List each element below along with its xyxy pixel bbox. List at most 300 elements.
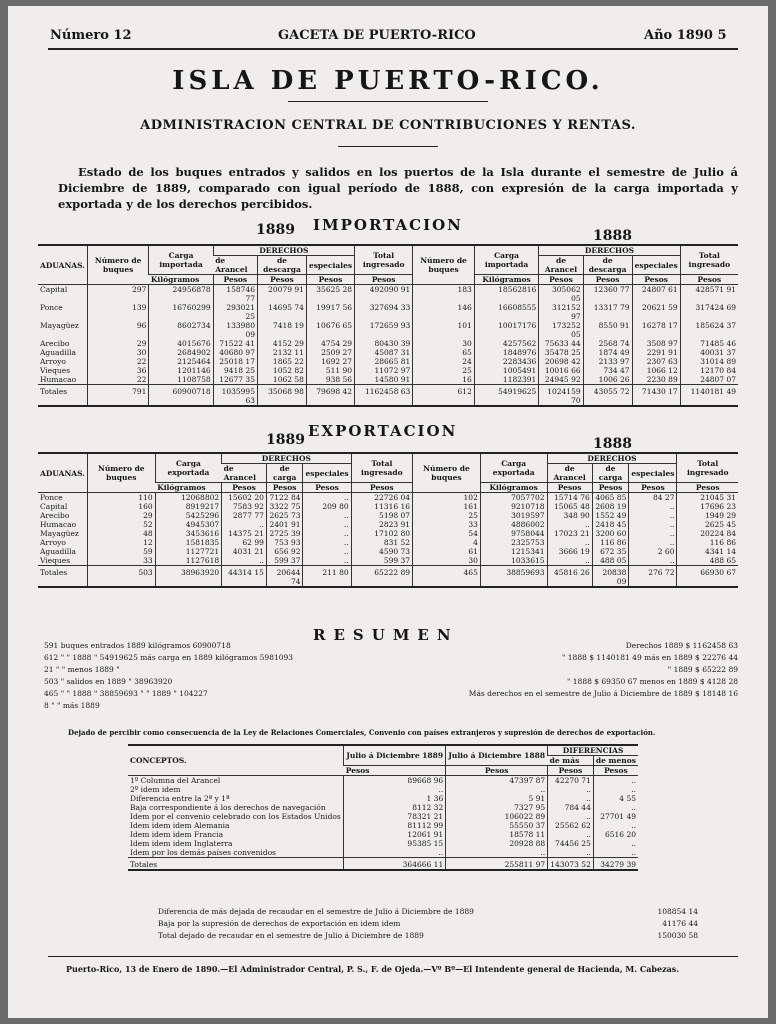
export-cell: .. (629, 520, 677, 529)
export-col-derechos: DERECHOS (222, 453, 351, 464)
import-cell: Ponce (40, 303, 63, 312)
import-total-cell: 1140181 49 (680, 385, 738, 407)
conceptos-cell: 78321 21 (344, 812, 446, 821)
export-cell: .. (222, 520, 267, 529)
export-col-total: Total ingresado (351, 453, 412, 483)
resumen-line: 612 " " 1888 " 54919625 más carga en 1889 kilógramos 5981093 (44, 653, 294, 662)
conceptos-col-1888: Julio á Diciembre 1888 (446, 745, 548, 766)
conceptos-row (128, 803, 638, 812)
resumen-line: 591 buques entrados 1889 kilógramos 60900718 (44, 641, 231, 650)
export-total-cell: 45816 26 (547, 566, 592, 588)
import-cell: 4152 29 (257, 339, 306, 348)
import-cell: 2283436 (474, 357, 539, 366)
export-col-carga: Carga exportada (155, 453, 221, 483)
export-cell: 52 (87, 520, 155, 529)
import-cell: 4015676 (149, 339, 213, 348)
conceptos-cell: .. (593, 839, 638, 848)
import-col-derecho-sub: especiales (306, 256, 354, 275)
import-cell: 71522 41 (213, 339, 257, 348)
conceptos-cell: Diferencia entre la 2ª y 1ª (130, 794, 230, 803)
import-cell: 11072 97 (355, 366, 413, 375)
gazette-page (8, 6, 768, 1018)
resumen-derecho-line: Derechos 1889 $ 1162458 63 (625, 641, 738, 650)
subtitle-rule (338, 146, 438, 147)
import-cell: Arroyo (40, 357, 66, 366)
import-cell: 71485 46 (680, 339, 738, 348)
export-cell: 7583 92 (222, 502, 267, 511)
export-cell: Aguadilla (40, 547, 76, 556)
export-cell: 15602 20 (222, 493, 267, 503)
conceptos-cell: 89668 96 (344, 776, 446, 786)
export-cell: 110 (87, 493, 155, 503)
export-total-cell: Totales (38, 566, 87, 588)
export-cell: 102 (413, 493, 481, 503)
import-cell: 1062 58 (257, 375, 306, 385)
export-cell: Vieques (40, 556, 71, 565)
conceptos-cell: .. (446, 785, 548, 794)
export-cell: 3322 75 (266, 502, 303, 511)
export-total-row (38, 566, 738, 588)
export-cell: 753 93 (266, 538, 303, 547)
export-cell: 9758044 (480, 529, 547, 538)
export-cell: 1552 49 (592, 511, 629, 520)
import-row (38, 357, 738, 366)
import-col-carga: Carga importada (149, 245, 213, 275)
conceptos-cell: .. (548, 830, 594, 839)
import-col-derecho-sub: de descarga (583, 256, 632, 275)
import-cell: 16760299 (149, 303, 213, 321)
export-col-unit: Kilógramos (155, 483, 221, 493)
export-col-buques: Número de buques (413, 453, 481, 493)
conceptos-cell: .. (593, 821, 638, 830)
import-cell: 19917 56 (306, 303, 354, 321)
export-cell: .. (303, 520, 351, 529)
page-title: ISLA DE PUERTO-RICO. (172, 66, 604, 96)
import-total-cell: 1162458 63 (355, 385, 413, 407)
import-total-row (38, 385, 738, 407)
resumen-buques (44, 640, 424, 712)
conceptos-cell: 95385 15 (344, 839, 446, 848)
import-col-aduanas: ADUANAS. (38, 245, 87, 285)
export-cell: 5425296 (155, 511, 221, 520)
conceptos-col-unit: Pesos (548, 766, 594, 776)
import-cell: 80430 39 (355, 339, 413, 348)
conceptos-total-cell: 143073 52 (548, 858, 594, 871)
conceptos-cell: 106022 89 (446, 812, 548, 821)
conceptos-total-row (128, 858, 638, 871)
import-cell: 1182391 (474, 375, 539, 385)
import-cell: 24945 92 (539, 375, 583, 385)
import-cell: 327694 33 (355, 303, 413, 321)
import-cell: 40680 97 (213, 348, 257, 357)
import-col-unit: Pesos (306, 275, 354, 285)
issue-number: Número 12 (50, 28, 132, 43)
import-cell: 14580 91 (355, 375, 413, 385)
import-row (38, 348, 738, 357)
import-cell: 2568 74 (583, 339, 632, 348)
import-cell: Mayagüez (40, 321, 79, 330)
import-total-cell: 1024159 70 (539, 385, 583, 407)
import-cell: 20079 91 (257, 285, 306, 304)
import-col-unit: Kilógramos (149, 275, 213, 285)
conceptos-total-cell: 34279 39 (593, 858, 638, 871)
export-cell: .. (303, 511, 351, 520)
import-cell: Humacao (40, 375, 77, 384)
export-cell: 48 (87, 529, 155, 538)
import-cell: Capital (40, 285, 68, 294)
export-cell: 15714 76 (547, 493, 592, 503)
export-row (38, 547, 738, 556)
export-row (38, 529, 738, 538)
export-cell: 656 92 (266, 547, 303, 556)
export-col-derecho-sub: de Arancel (547, 464, 592, 483)
import-table (38, 244, 738, 407)
import-cell: 938 56 (306, 375, 354, 385)
export-table (38, 452, 738, 588)
footer-summary (158, 906, 698, 942)
import-cell: Arecibo (40, 339, 70, 348)
export-cell: 1127721 (155, 547, 221, 556)
conceptos-col-menos: de menos (593, 756, 638, 766)
import-row (38, 321, 738, 339)
conceptos-cell: .. (344, 785, 446, 794)
import-total-cell: 79698 42 (306, 385, 354, 407)
export-total-cell: 66930 67 (677, 566, 738, 588)
import-total-cell: 1035995 63 (213, 385, 257, 407)
export-col-unit: Pesos (677, 483, 738, 493)
import-cell: 1006 26 (583, 375, 632, 385)
import-col-derechos: DERECHOS (539, 245, 680, 256)
footer-rule (48, 956, 738, 957)
export-col-derecho-sub: especiales (303, 464, 351, 483)
export-col-buques: Número de buques (87, 453, 155, 493)
conceptos-cell: 8112 32 (344, 803, 446, 812)
import-cell: 16 (413, 375, 475, 385)
import-cell: 22 (87, 357, 149, 366)
export-cell: 15065 48 (547, 502, 592, 511)
import-col-derecho-sub: de Arancel (213, 256, 257, 275)
resumen-derecho-line: " 1888 $ 69350 67 menos en 1889 $ 4128 28 (566, 677, 738, 686)
import-cell: 101 (413, 321, 475, 339)
import-cell: 45087 31 (355, 348, 413, 357)
import-total-cell: 791 (87, 385, 149, 407)
export-cell: .. (629, 529, 677, 538)
conceptos-cell: .. (344, 848, 446, 858)
import-cell: 12677 35 (213, 375, 257, 385)
import-cell: 75633 44 (539, 339, 583, 348)
export-cell: 4065 85 (592, 493, 629, 503)
conceptos-cell: .. (593, 803, 638, 812)
import-cell: 1108758 (149, 375, 213, 385)
import-cell: 183 (413, 285, 475, 304)
import-row (38, 339, 738, 348)
resumen-line: 8 " " más 1889 (44, 701, 100, 710)
import-cell: 158746 77 (213, 285, 257, 304)
import-cell: 1865 22 (257, 357, 306, 366)
export-cell: 17023 21 (547, 529, 592, 538)
import-cell: 2230 89 (632, 375, 680, 385)
export-cell: 54 (413, 529, 481, 538)
export-cell: 61 (413, 547, 481, 556)
import-cell: 31014 89 (680, 357, 738, 366)
conceptos-cell: .. (548, 812, 594, 821)
import-year-b: 1888 (593, 228, 632, 244)
import-cell: 312152 97 (539, 303, 583, 321)
conceptos-cell: 784 44 (548, 803, 594, 812)
conceptos-cell: 18578 11 (446, 830, 548, 839)
conceptos-cell: 42270 71 (548, 776, 594, 786)
export-cell: 7122 84 (266, 493, 303, 503)
import-cell: 24807 61 (632, 285, 680, 304)
export-col-unit: Pesos (547, 483, 592, 493)
import-col-buques: Número de buques (87, 245, 149, 285)
import-cell: 16278 17 (632, 321, 680, 339)
export-cell: .. (629, 502, 677, 511)
export-col-unit: Pesos (222, 483, 267, 493)
import-cell: 7418 19 (257, 321, 306, 339)
export-cell: 2418 45 (592, 520, 629, 529)
resumen-line: 503 " salidos en 1889 " 38963920 (44, 677, 173, 686)
export-cell: .. (547, 556, 592, 566)
export-cell: .. (303, 493, 351, 503)
conceptos-cell: 27701 49 (593, 812, 638, 821)
import-cell: 29 (87, 339, 149, 348)
import-col-buques: Número de buques (413, 245, 475, 285)
conceptos-cell: Idem por los demás países convenidos (130, 848, 276, 857)
conceptos-col-label: CONCEPTOS. (128, 745, 344, 776)
export-cell: 5198 07 (351, 511, 412, 520)
import-cell: 1052 82 (257, 366, 306, 375)
export-cell: 25 (413, 511, 481, 520)
import-col-derecho-sub: especiales (632, 256, 680, 275)
signature-line: Puerto-Rico, 13 de Enero de 1890.—El Administrador Central, P. S., F. de Ojeda.—Vº Bº—El Intendente general de Hacienda, M. Cabezas. (66, 964, 680, 974)
export-col-derecho-sub: especiales (629, 464, 677, 483)
import-cell: 146 (413, 303, 475, 321)
import-cell: 16608555 (474, 303, 539, 321)
export-cell: Capital (40, 502, 68, 511)
conceptos-cell: Idem idem idem Francia (130, 830, 224, 839)
export-cell: 8919217 (155, 502, 221, 511)
resumen-line: 465 " " 1888 " 38859693 " " 1889 " 104227 (44, 689, 208, 698)
export-cell: Humacao (40, 520, 77, 529)
export-cell: 1581835 (155, 538, 221, 547)
export-cell: .. (629, 556, 677, 566)
import-col-unit: Pesos (355, 275, 413, 285)
import-total-cell: 35068 98 (257, 385, 306, 407)
export-cell: Mayagüez (40, 529, 79, 538)
import-cell: 36 (87, 366, 149, 375)
export-cell: .. (303, 529, 351, 538)
gazette-name: GACETA DE PUERTO-RICO (278, 28, 476, 43)
import-cell: 492090 91 (355, 285, 413, 304)
export-cell: 599 37 (266, 556, 303, 566)
export-total-cell: 20838 09 (592, 566, 629, 588)
export-year-a: 1889 (266, 432, 305, 448)
import-total-cell: 54919625 (474, 385, 539, 407)
import-cell: 96 (87, 321, 149, 339)
export-year-b: 1888 (593, 436, 632, 452)
import-total-cell: Totales (38, 385, 87, 407)
header-rule (48, 48, 738, 50)
import-col-unit: Pesos (583, 275, 632, 285)
export-total-cell: 65222 89 (351, 566, 412, 588)
export-cell: 12068802 (155, 493, 221, 503)
export-cell: 30 (413, 556, 481, 566)
intro-paragraph: Estado de los buques entrados y salidos en los puertos de la Isla durante el semestre de Julio á Diciembre de 1889, comparado con igual período de 1888, con expresión de la carga importada y exportada y de los derechos percibidos. (58, 165, 738, 211)
export-cell: 17102 80 (351, 529, 412, 538)
conceptos-total-cell: 255811 97 (446, 858, 548, 871)
export-cell: .. (303, 556, 351, 566)
import-col-unit: Pesos (213, 275, 257, 285)
footer-summary-line (158, 918, 698, 930)
export-cell: 599 37 (351, 556, 412, 566)
export-cell: 12 (87, 538, 155, 547)
export-row (38, 511, 738, 520)
export-cell: Arecibo (40, 511, 70, 520)
import-col-carga: Carga importada (474, 245, 539, 275)
conceptos-cell: 4 55 (593, 794, 638, 803)
export-cell: 4031 21 (222, 547, 267, 556)
conceptos-row (128, 839, 638, 848)
export-cell: 20224 84 (677, 529, 738, 538)
export-cell: 3200 60 (592, 529, 629, 538)
export-col-derecho-sub: de carga (592, 464, 629, 483)
export-cell: 17696 23 (677, 502, 738, 511)
export-cell: 62 99 (222, 538, 267, 547)
conceptos-row (128, 821, 638, 830)
export-total-cell: 38859693 (480, 566, 547, 588)
export-cell: 33 (413, 520, 481, 529)
import-cell: 65 (413, 348, 475, 357)
import-total-cell: 43055 72 (583, 385, 632, 407)
import-cell: 12170 84 (680, 366, 738, 375)
conceptos-cell: 6516 20 (593, 830, 638, 839)
import-cell: 2133 97 (583, 357, 632, 366)
import-cell: 20621 59 (632, 303, 680, 321)
import-cell: 293021 25 (213, 303, 257, 321)
import-cell: 9418 25 (213, 366, 257, 375)
import-col-derecho-sub: de descarga (257, 256, 306, 275)
import-cell: 139 (87, 303, 149, 321)
export-total-cell: 276 72 (629, 566, 677, 588)
export-cell: 3453616 (155, 529, 221, 538)
import-cell: 10016 66 (539, 366, 583, 375)
export-col-unit: Pesos (592, 483, 629, 493)
export-col-derecho-sub: de carga (266, 464, 303, 483)
export-cell: .. (222, 556, 267, 566)
import-cell: 24807 07 (680, 375, 738, 385)
conceptos-cell: 5 91 (446, 794, 548, 803)
import-row (38, 366, 738, 375)
footer-summary-value: 41176 44 (662, 919, 698, 928)
resumen-derechos (408, 640, 738, 700)
export-cell: 2 60 (629, 547, 677, 556)
export-col-derecho-sub: de Arancel (222, 464, 267, 483)
import-cell: 35625 28 (306, 285, 354, 304)
conceptos-cell: 55550 37 (446, 821, 548, 830)
import-cell: 173252 05 (539, 321, 583, 339)
import-cell: 1201146 (149, 366, 213, 375)
conceptos-total-cell: 364666 11 (344, 858, 446, 871)
export-cell: 2823 91 (351, 520, 412, 529)
export-cell: 116 86 (677, 538, 738, 547)
import-col-derecho-sub: de Arancel (539, 256, 583, 275)
import-cell: 2509 27 (306, 348, 354, 357)
export-cell: 21045 31 (677, 493, 738, 503)
footer-summary-label: Diferencia de más dejada de recaudar en el semestre de Julio á Diciembre de 1889 (158, 907, 474, 916)
conceptos-cell: .. (548, 794, 594, 803)
export-row (38, 520, 738, 529)
resumen-line: 21 " " menos 1889 " (44, 665, 120, 674)
conceptos-cell: .. (548, 785, 594, 794)
export-col-aduanas: ADUANAS. (38, 453, 87, 493)
import-row (38, 285, 738, 304)
conceptos-cell: 25562 62 (548, 821, 594, 830)
export-cell: 2401 91 (266, 520, 303, 529)
footer-summary-label: Total dejado de recaudar en el semestre de Julio á Diciembre de 1889 (158, 931, 424, 940)
import-cell: 25 (413, 366, 475, 375)
import-cell: 2291 91 (632, 348, 680, 357)
export-cell: 4590 73 (351, 547, 412, 556)
export-cell: 1949 29 (677, 511, 738, 520)
conceptos-total-cell: Totales (128, 858, 344, 871)
import-col-unit: Kilógramos (474, 275, 539, 285)
conceptos-cell: .. (548, 848, 594, 858)
export-col-unit: Pesos (303, 483, 351, 493)
export-col-unit: Pesos (629, 483, 677, 493)
export-cell: 33 (87, 556, 155, 566)
export-total-cell: 503 (87, 566, 155, 588)
import-heading: IMPORTACION (313, 216, 463, 234)
export-row (38, 493, 738, 503)
export-cell: 348 90 (547, 511, 592, 520)
export-cell: 2625 45 (677, 520, 738, 529)
export-cell: .. (629, 538, 677, 547)
export-cell: .. (303, 547, 351, 556)
import-total-cell: 71430 17 (632, 385, 680, 407)
conceptos-row (128, 830, 638, 839)
import-cell: 317424 69 (680, 303, 738, 321)
import-cell: Vieques (40, 366, 71, 375)
import-cell: 10676 65 (306, 321, 354, 339)
export-col-unit: Kilógramos (480, 483, 547, 493)
export-col-derechos: DERECHOS (547, 453, 677, 464)
resumen-derecho-line: Más derechos en el semestre de Julio á Diciembre de 1889 $ 18148 16 (468, 689, 738, 698)
conceptos-col-diferencias: DIFERENCIAS (548, 745, 638, 756)
conceptos-row (128, 785, 638, 794)
import-cell: 4257562 (474, 339, 539, 348)
import-cell: 734 47 (583, 366, 632, 375)
export-cell: Ponce (40, 493, 63, 502)
conceptos-cell: 20928 88 (446, 839, 548, 848)
import-cell: 1066 12 (632, 366, 680, 375)
export-cell: 11316 16 (351, 502, 412, 511)
import-cell: 25018 17 (213, 357, 257, 366)
import-col-unit: Pesos (632, 275, 680, 285)
year-page: Año 1890 5 (644, 28, 727, 43)
export-row (38, 556, 738, 566)
export-cell: 488 05 (592, 556, 629, 566)
export-total-cell: 211 80 (303, 566, 351, 588)
footer-summary-value: 150030 58 (657, 931, 698, 940)
import-cell: 24 (413, 357, 475, 366)
export-row (38, 538, 738, 547)
import-cell: 22 (87, 375, 149, 385)
import-cell: 20698 42 (539, 357, 583, 366)
conceptos-row (128, 794, 638, 803)
import-cell: 1005491 (474, 366, 539, 375)
export-total-cell: 465 (413, 566, 481, 588)
